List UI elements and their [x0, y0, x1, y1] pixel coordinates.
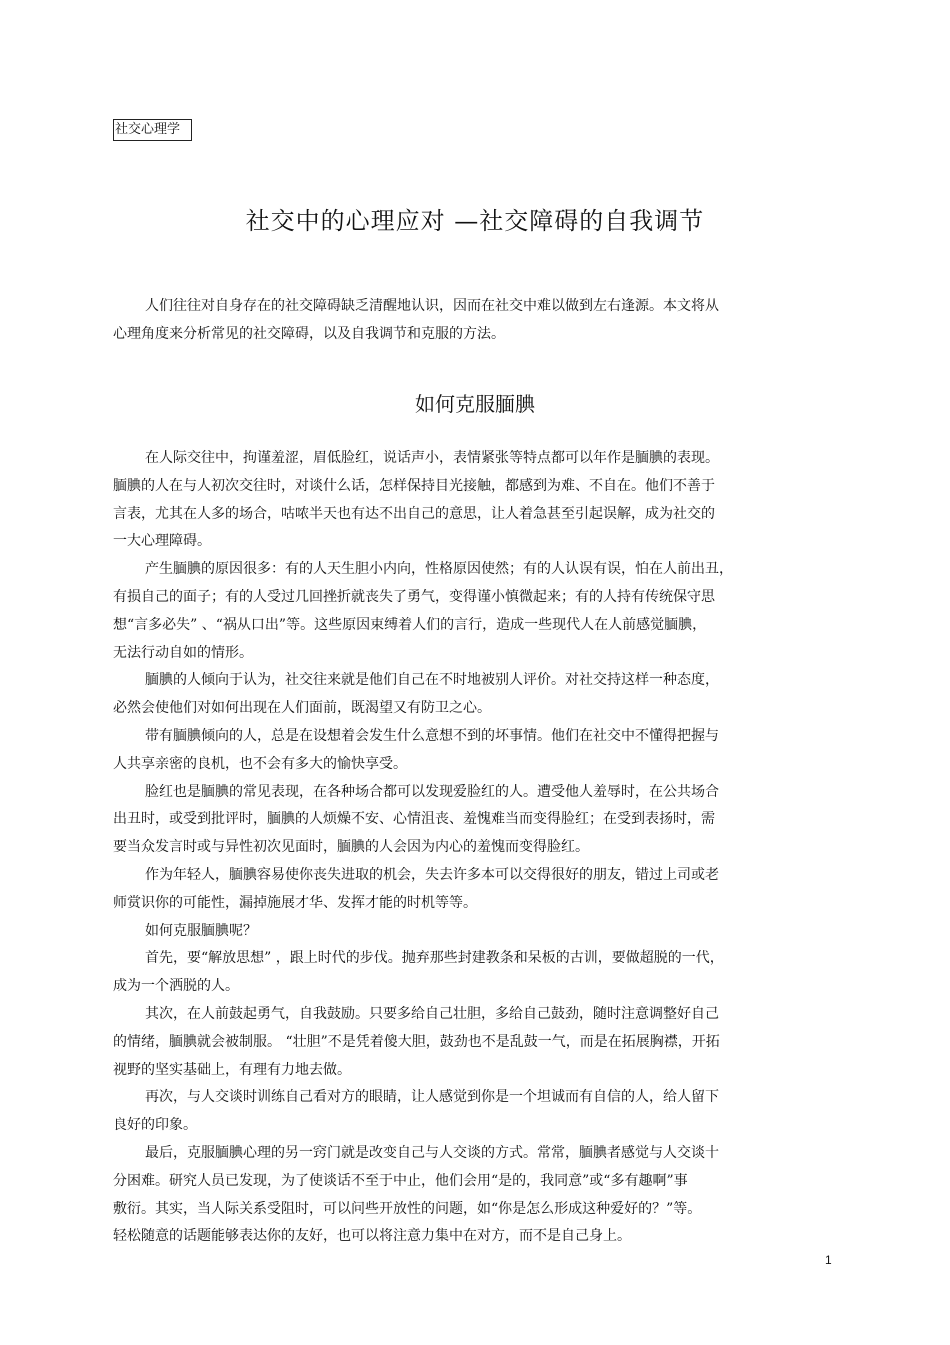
body-line: 最后，克服腼腆心理的另一窍门就是改变自己与人交谈的方式。常常，腼腆者感觉与人交谈十 — [145, 1144, 719, 1161]
body-line: 良好的印象。 — [113, 1117, 197, 1134]
page-title: 社交中的心理应对 —社交障碍的自我调节 — [245, 207, 705, 235]
body-line: 作为年轻人，腼腆容易使你丧失进取的机会，失去许多本可以交得很好的朋友，错过上司或老 — [145, 866, 719, 883]
body-line: 分困难。研究人员已发现，为了使谈话不至于中止，他们会用“是的，我同意”或“多有趣啊”事 — [113, 1172, 688, 1189]
body-line: 人共享亲密的良机，也不会有多大的愉快享受。 — [113, 755, 407, 772]
body-line: 带有腼腆倾向的人，总是在设想着会发生什么意想不到的坏事情。他们在社交中不懂得把握与 — [145, 727, 719, 744]
body-line: 再次，与人交谈时训练自己看对方的眼睛，让人感觉到你是一个坦诚而有自信的人，给人留下 — [145, 1089, 719, 1106]
page-number: 1 — [825, 1253, 832, 1267]
body-line: 无法行动自如的情形。 — [113, 644, 253, 661]
body-line: 腼腆的人在与人初次交往时，对谈什么话，怎样保持目光接触，都感到为难、不自在。他们不善于 — [113, 477, 715, 494]
body-line: 必然会使他们对如何出现在人们面前，既渴望又有防卫之心。 — [113, 700, 491, 717]
intro-line: 人们往往对自身存在的社交障碍缺乏清醒地认识，因而在社交中难以做到左右逢源。本文将从 — [145, 298, 719, 314]
intro-line: 心理角度来分析常见的社交障碍，以及自我调节和克服的方法。 — [113, 325, 505, 342]
body-line: 成为一个洒脱的人。 — [113, 978, 239, 995]
body-line: 视野的坚实基础上，有理有力地去做。 — [113, 1061, 351, 1078]
body-line: 脸红也是腼腆的常见表现，在各种场合都可以发现爱脸红的人。遭受他人羞辱时，在公共场合 — [145, 783, 719, 800]
body-line: 的情绪，腼腆就会被制服。 “壮胆”不是凭着傻大胆，鼓劲也不是乱鼓一气，而是在拓展胸襟，开拓 — [113, 1033, 720, 1050]
body-line: 在人际交往中，拘谨羞涩，眉低脸红，说话声小，表情紧张等特点都可以年作是腼腆的表现。 — [145, 450, 719, 466]
body-line: 敷衍。其实，当人际关系受阻时，可以问些开放性的问题，如“你是怎么形成这种爱好的？”等。 — [113, 1200, 702, 1217]
body-line: 出丑时，或受到批评时，腼腆的人烦燥不安、心情沮丧、羞愧难当而变得脸红；在受到表扬时，需 — [113, 811, 715, 828]
body-line: 言表，尤其在人多的场合，咕哝半天也有达不出自己的意思，让人着急甚至引起误解，成为社交的 — [113, 505, 715, 522]
body-line: 腼腆的人倾向于认为，社交往来就是他们自己在不时地被别人评价。对社交持这样一种态度， — [145, 672, 719, 689]
section-title: 如何克服腼腆 — [415, 392, 535, 416]
body-line: 想“言多必失” 、“祸从口出”等。这些原因束缚着人们的言行，造成一些现代人在人前感觉腼腆， — [113, 616, 707, 633]
body-text — [113, 445, 773, 1251]
body-line: 有损自己的面子；有的人受过几回挫折就丧失了勇气，变得谨小慎微起来；有的人持有传统保守思 — [113, 588, 715, 605]
body-line: 其次，在人前鼓起勇气，自我鼓励。只要多给自己壮胆，多给自己鼓劲，随时注意调整好自己 — [145, 1005, 719, 1022]
body-line: 如何克服腼腆呢？ — [145, 922, 257, 939]
body-line: 师赏识你的可能性，漏掉施展才华、发挥才能的时机等等。 — [113, 894, 477, 911]
body-line: 一大心理障碍。 — [113, 533, 211, 550]
intro-paragraph — [113, 293, 773, 349]
body-line: 产生腼腆的原因很多：有的人天生胆小内向，性格原因使然；有的人认误有误，怕在人前出丑， — [145, 561, 733, 578]
body-line: 首先，要“解放思想” ，跟上时代的步伐。抛弃那些封建教条和呆板的古训，要做超脱的一代， — [145, 950, 724, 967]
body-line: 轻松随意的话题能够表达你的友好，也可以将注意力集中在对方，而不是自己身上。 — [113, 1228, 631, 1245]
category-tag: 社交心理学 — [113, 119, 192, 141]
body-line: 要当众发言时或与异性初次见面时，腼腆的人会因为内心的羞愧而变得脸红。 — [113, 839, 589, 856]
